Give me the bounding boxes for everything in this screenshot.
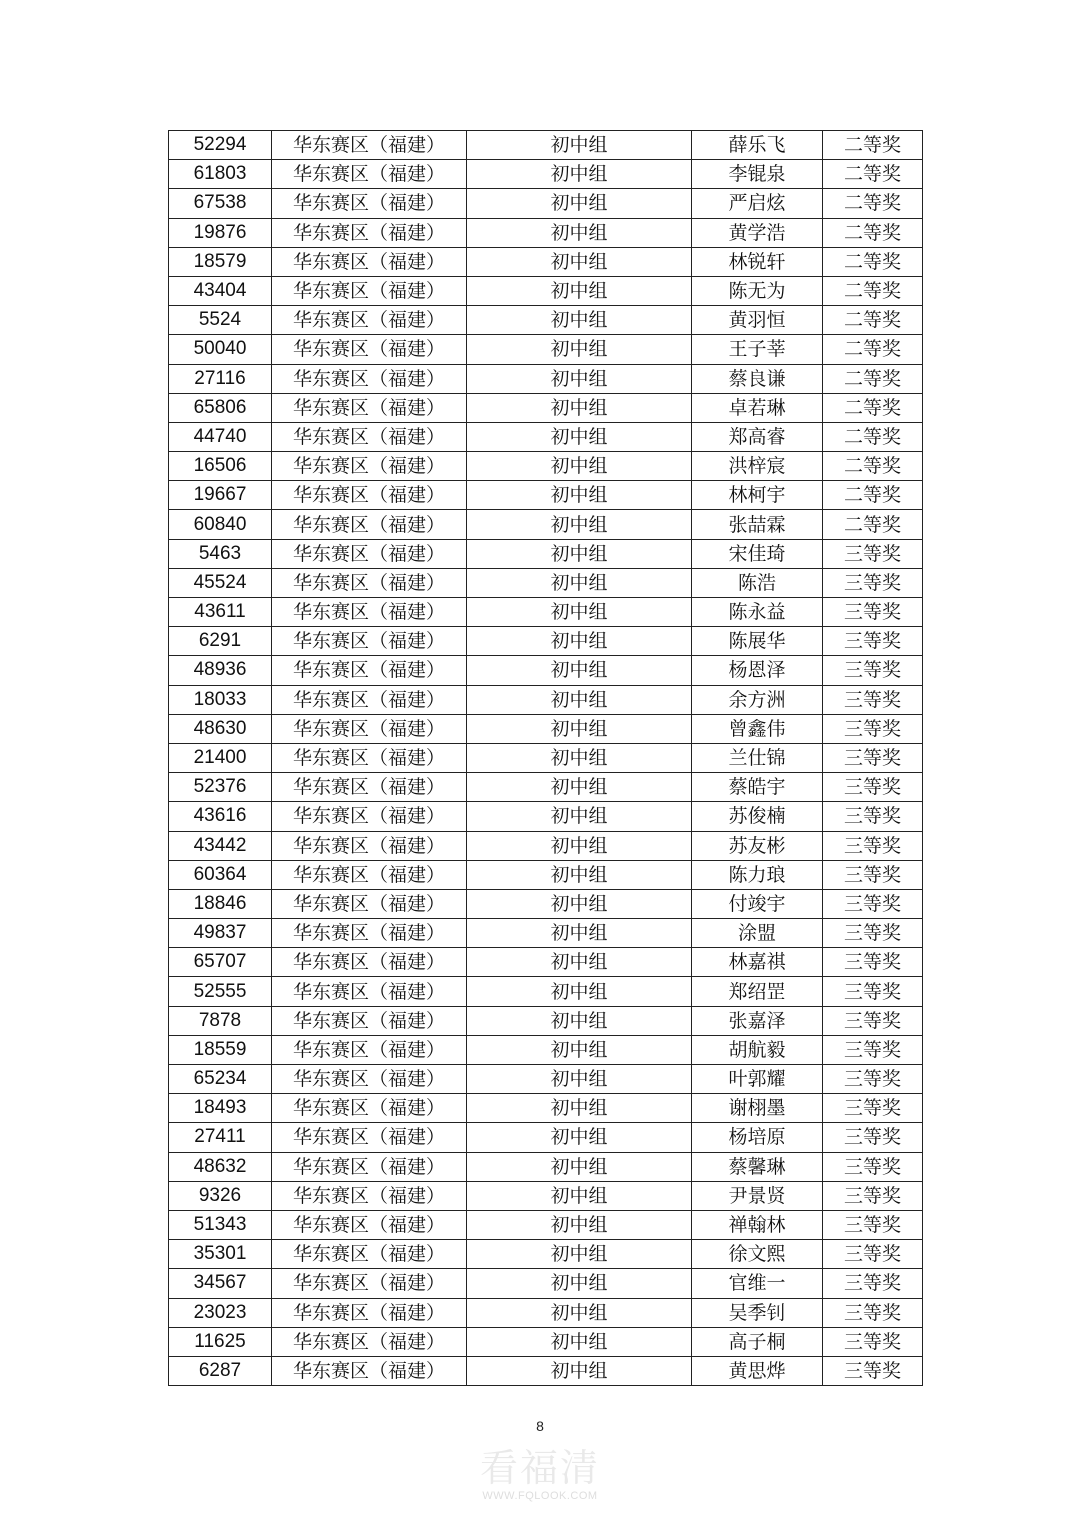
cell-id: 43611: [169, 598, 272, 627]
cell-name: 苏友彬: [692, 831, 823, 860]
cell-name: 曾鑫伟: [692, 714, 823, 743]
cell-group: 初中组: [467, 860, 692, 889]
table-row: [169, 1240, 923, 1269]
cell-region: 华东赛区（福建）: [272, 568, 467, 597]
cell-group: 初中组: [467, 510, 692, 539]
table-row: [169, 860, 923, 889]
cell-award: 三等奖: [823, 773, 923, 802]
cell-award: 二等奖: [823, 276, 923, 305]
cell-award: 三等奖: [823, 685, 923, 714]
cell-name: 黄思烨: [692, 1356, 823, 1385]
table-row: [169, 481, 923, 510]
cell-region: 华东赛区（福建）: [272, 1298, 467, 1327]
cell-group: 初中组: [467, 831, 692, 860]
cell-award: 三等奖: [823, 977, 923, 1006]
cell-award: 三等奖: [823, 539, 923, 568]
watermark-url: WWW.FQLOOK.COM: [482, 1490, 598, 1502]
watermark-logo: [470, 1446, 610, 1502]
cell-id: 23023: [169, 1298, 272, 1327]
cell-region: 华东赛区（福建）: [272, 1240, 467, 1269]
cell-group: 初中组: [467, 948, 692, 977]
cell-region: 华东赛区（福建）: [272, 1356, 467, 1385]
table-row: [169, 1006, 923, 1035]
cell-group: 初中组: [467, 1181, 692, 1210]
cell-group: 初中组: [467, 1152, 692, 1181]
cell-id: 60840: [169, 510, 272, 539]
cell-region: 华东赛区（福建）: [272, 510, 467, 539]
cell-award: 二等奖: [823, 393, 923, 422]
cell-award: 二等奖: [823, 335, 923, 364]
cell-name: 李锟泉: [692, 160, 823, 189]
cell-region: 华东赛区（福建）: [272, 481, 467, 510]
cell-group: 初中组: [467, 1269, 692, 1298]
cell-region: 华东赛区（福建）: [272, 1181, 467, 1210]
cell-id: 44740: [169, 422, 272, 451]
cell-id: 61803: [169, 160, 272, 189]
cell-award: 二等奖: [823, 160, 923, 189]
cell-award: 三等奖: [823, 1123, 923, 1152]
table-row: [169, 831, 923, 860]
cell-group: 初中组: [467, 598, 692, 627]
cell-group: 初中组: [467, 131, 692, 160]
cell-region: 华东赛区（福建）: [272, 948, 467, 977]
table-row: [169, 948, 923, 977]
cell-region: 华东赛区（福建）: [272, 189, 467, 218]
cell-group: 初中组: [467, 568, 692, 597]
cell-id: 18559: [169, 1035, 272, 1064]
cell-group: 初中组: [467, 889, 692, 918]
cell-id: 35301: [169, 1240, 272, 1269]
cell-name: 林柯宇: [692, 481, 823, 510]
cell-name: 黄羽恒: [692, 306, 823, 335]
cell-region: 华东赛区（福建）: [272, 1035, 467, 1064]
cell-region: 华东赛区（福建）: [272, 919, 467, 948]
cell-region: 华东赛区（福建）: [272, 393, 467, 422]
cell-region: 华东赛区（福建）: [272, 131, 467, 160]
cell-award: 三等奖: [823, 831, 923, 860]
table-row: [169, 656, 923, 685]
cell-award: 三等奖: [823, 568, 923, 597]
cell-region: 华东赛区（福建）: [272, 422, 467, 451]
cell-group: 初中组: [467, 627, 692, 656]
cell-id: 18493: [169, 1094, 272, 1123]
cell-region: 华东赛区（福建）: [272, 1065, 467, 1094]
cell-id: 43616: [169, 802, 272, 831]
table-row: [169, 743, 923, 772]
cell-name: 徐文熙: [692, 1240, 823, 1269]
table-row: [169, 247, 923, 276]
cell-name: 严启炫: [692, 189, 823, 218]
cell-name: 兰仕锦: [692, 743, 823, 772]
cell-id: 48630: [169, 714, 272, 743]
table-row: [169, 977, 923, 1006]
cell-region: 华东赛区（福建）: [272, 860, 467, 889]
cell-id: 5463: [169, 539, 272, 568]
cell-name: 宋佳琦: [692, 539, 823, 568]
cell-region: 华东赛区（福建）: [272, 977, 467, 1006]
table-row: [169, 364, 923, 393]
cell-region: 华东赛区（福建）: [272, 276, 467, 305]
cell-id: 65707: [169, 948, 272, 977]
table-row: [169, 627, 923, 656]
cell-id: 50040: [169, 335, 272, 364]
table-row: [169, 1181, 923, 1210]
cell-group: 初中组: [467, 539, 692, 568]
cell-name: 谢栩墨: [692, 1094, 823, 1123]
cell-id: 67538: [169, 189, 272, 218]
cell-region: 华东赛区（福建）: [272, 627, 467, 656]
cell-name: 杨培原: [692, 1123, 823, 1152]
cell-group: 初中组: [467, 306, 692, 335]
cell-id: 52376: [169, 773, 272, 802]
cell-group: 初中组: [467, 393, 692, 422]
cell-name: 蔡良谦: [692, 364, 823, 393]
cell-award: 三等奖: [823, 948, 923, 977]
cell-id: 45524: [169, 568, 272, 597]
cell-group: 初中组: [467, 919, 692, 948]
cell-award: 三等奖: [823, 627, 923, 656]
cell-name: 陈浩: [692, 568, 823, 597]
cell-name: 郑高睿: [692, 422, 823, 451]
cell-id: 18579: [169, 247, 272, 276]
cell-id: 51343: [169, 1210, 272, 1239]
cell-group: 初中组: [467, 276, 692, 305]
cell-name: 蔡馨琳: [692, 1152, 823, 1181]
table-row: [169, 335, 923, 364]
cell-award: 三等奖: [823, 1210, 923, 1239]
cell-group: 初中组: [467, 1210, 692, 1239]
table-row: [169, 1210, 923, 1239]
cell-group: 初中组: [467, 335, 692, 364]
table-row: [169, 1356, 923, 1385]
cell-group: 初中组: [467, 247, 692, 276]
table-row: [169, 802, 923, 831]
cell-name: 林锐轩: [692, 247, 823, 276]
cell-id: 19876: [169, 218, 272, 247]
page-number: 8: [536, 1418, 544, 1434]
cell-region: 华东赛区（福建）: [272, 306, 467, 335]
cell-name: 张嘉泽: [692, 1006, 823, 1035]
cell-name: 陈无为: [692, 276, 823, 305]
cell-name: 高子桐: [692, 1327, 823, 1356]
cell-region: 华东赛区（福建）: [272, 247, 467, 276]
cell-region: 华东赛区（福建）: [272, 685, 467, 714]
table-row: [169, 568, 923, 597]
cell-id: 6291: [169, 627, 272, 656]
cell-region: 华东赛区（福建）: [272, 1006, 467, 1035]
cell-id: 27411: [169, 1123, 272, 1152]
cell-name: 官维一: [692, 1269, 823, 1298]
cell-group: 初中组: [467, 1006, 692, 1035]
cell-group: 初中组: [467, 656, 692, 685]
cell-group: 初中组: [467, 685, 692, 714]
cell-award: 三等奖: [823, 1269, 923, 1298]
cell-name: 余方洲: [692, 685, 823, 714]
cell-region: 华东赛区（福建）: [272, 364, 467, 393]
table-row: [169, 189, 923, 218]
table-row: [169, 773, 923, 802]
cell-award: 二等奖: [823, 510, 923, 539]
cell-award: 二等奖: [823, 218, 923, 247]
table-row: [169, 218, 923, 247]
cell-name: 苏俊楠: [692, 802, 823, 831]
cell-award: 三等奖: [823, 860, 923, 889]
cell-id: 34567: [169, 1269, 272, 1298]
cell-name: 付竣宇: [692, 889, 823, 918]
table-row: [169, 1123, 923, 1152]
cell-award: 三等奖: [823, 598, 923, 627]
table-row: [169, 1327, 923, 1356]
cell-award: 三等奖: [823, 1152, 923, 1181]
cell-id: 21400: [169, 743, 272, 772]
cell-id: 65234: [169, 1065, 272, 1094]
cell-name: 杨恩泽: [692, 656, 823, 685]
cell-name: 王子莘: [692, 335, 823, 364]
cell-region: 华东赛区（福建）: [272, 335, 467, 364]
cell-id: 18033: [169, 685, 272, 714]
cell-group: 初中组: [467, 189, 692, 218]
cell-id: 48632: [169, 1152, 272, 1181]
cell-id: 52294: [169, 131, 272, 160]
table-row: [169, 889, 923, 918]
cell-region: 华东赛区（福建）: [272, 1152, 467, 1181]
cell-name: 尹景贤: [692, 1181, 823, 1210]
cell-award: 二等奖: [823, 422, 923, 451]
cell-id: 9326: [169, 1181, 272, 1210]
table-row: [169, 510, 923, 539]
cell-award: 二等奖: [823, 364, 923, 393]
cell-award: 三等奖: [823, 656, 923, 685]
cell-name: 胡航毅: [692, 1035, 823, 1064]
cell-name: 洪梓宸: [692, 452, 823, 481]
table-row: [169, 598, 923, 627]
cell-region: 华东赛区（福建）: [272, 1094, 467, 1123]
cell-award: 二等奖: [823, 481, 923, 510]
cell-award: 三等奖: [823, 1035, 923, 1064]
cell-award: 二等奖: [823, 189, 923, 218]
cell-region: 华东赛区（福建）: [272, 714, 467, 743]
cell-name: 叶郭耀: [692, 1065, 823, 1094]
cell-region: 华东赛区（福建）: [272, 656, 467, 685]
table-row: [169, 276, 923, 305]
cell-group: 初中组: [467, 977, 692, 1006]
cell-region: 华东赛区（福建）: [272, 539, 467, 568]
cell-group: 初中组: [467, 1240, 692, 1269]
cell-region: 华东赛区（福建）: [272, 160, 467, 189]
table-row: [169, 393, 923, 422]
table-row: [169, 1094, 923, 1123]
cell-region: 华东赛区（福建）: [272, 802, 467, 831]
cell-id: 48936: [169, 656, 272, 685]
cell-award: 三等奖: [823, 802, 923, 831]
awards-table-body: [169, 131, 923, 1386]
cell-name: 陈永益: [692, 598, 823, 627]
cell-group: 初中组: [467, 1065, 692, 1094]
cell-name: 涂盟: [692, 919, 823, 948]
cell-id: 27116: [169, 364, 272, 393]
cell-name: 吴季钊: [692, 1298, 823, 1327]
cell-region: 华东赛区（福建）: [272, 743, 467, 772]
cell-group: 初中组: [467, 743, 692, 772]
cell-id: 6287: [169, 1356, 272, 1385]
cell-id: 11625: [169, 1327, 272, 1356]
cell-id: 43442: [169, 831, 272, 860]
cell-name: 林嘉祺: [692, 948, 823, 977]
table-row: [169, 131, 923, 160]
cell-id: 19667: [169, 481, 272, 510]
cell-name: 郑绍罡: [692, 977, 823, 1006]
table-row: [169, 539, 923, 568]
cell-id: 16506: [169, 452, 272, 481]
cell-id: 52555: [169, 977, 272, 1006]
cell-group: 初中组: [467, 364, 692, 393]
table-row: [169, 1152, 923, 1181]
cell-award: 三等奖: [823, 1006, 923, 1035]
cell-award: 二等奖: [823, 247, 923, 276]
table-row: [169, 1269, 923, 1298]
cell-id: 7878: [169, 1006, 272, 1035]
cell-award: 三等奖: [823, 1327, 923, 1356]
cell-group: 初中组: [467, 1094, 692, 1123]
cell-id: 60364: [169, 860, 272, 889]
cell-group: 初中组: [467, 481, 692, 510]
table-row: [169, 919, 923, 948]
cell-region: 华东赛区（福建）: [272, 889, 467, 918]
table-row: [169, 1298, 923, 1327]
cell-region: 华东赛区（福建）: [272, 1123, 467, 1152]
cell-id: 18846: [169, 889, 272, 918]
cell-group: 初中组: [467, 773, 692, 802]
cell-group: 初中组: [467, 1298, 692, 1327]
cell-name: 薛乐飞: [692, 131, 823, 160]
cell-name: 陈展华: [692, 627, 823, 656]
cell-region: 华东赛区（福建）: [272, 1269, 467, 1298]
table-row: [169, 160, 923, 189]
cell-region: 华东赛区（福建）: [272, 1210, 467, 1239]
cell-name: 黄学浩: [692, 218, 823, 247]
table-row: [169, 714, 923, 743]
table-row: [169, 306, 923, 335]
table-row: [169, 1065, 923, 1094]
cell-award: 三等奖: [823, 1298, 923, 1327]
cell-award: 二等奖: [823, 306, 923, 335]
cell-award: 三等奖: [823, 1240, 923, 1269]
cell-group: 初中组: [467, 714, 692, 743]
cell-group: 初中组: [467, 422, 692, 451]
cell-group: 初中组: [467, 452, 692, 481]
cell-region: 华东赛区（福建）: [272, 831, 467, 860]
table-row: [169, 452, 923, 481]
table-row: [169, 685, 923, 714]
cell-group: 初中组: [467, 218, 692, 247]
cell-region: 华东赛区（福建）: [272, 452, 467, 481]
cell-award: 三等奖: [823, 743, 923, 772]
cell-region: 华东赛区（福建）: [272, 773, 467, 802]
cell-group: 初中组: [467, 160, 692, 189]
watermark-logo-text: 看福清: [479, 1446, 600, 1490]
cell-award: 三等奖: [823, 1181, 923, 1210]
cell-name: 蔡皓宇: [692, 773, 823, 802]
cell-award: 二等奖: [823, 452, 923, 481]
cell-name: 陈力琅: [692, 860, 823, 889]
cell-name: 禅翰林: [692, 1210, 823, 1239]
cell-group: 初中组: [467, 1035, 692, 1064]
cell-group: 初中组: [467, 1356, 692, 1385]
awards-table: [168, 130, 923, 1386]
cell-award: 三等奖: [823, 919, 923, 948]
cell-region: 华东赛区（福建）: [272, 598, 467, 627]
cell-id: 43404: [169, 276, 272, 305]
table-row: [169, 422, 923, 451]
cell-name: 卓若琳: [692, 393, 823, 422]
cell-award: 三等奖: [823, 714, 923, 743]
cell-award: 三等奖: [823, 1356, 923, 1385]
cell-group: 初中组: [467, 1327, 692, 1356]
cell-award: 三等奖: [823, 1094, 923, 1123]
cell-award: 二等奖: [823, 131, 923, 160]
cell-id: 65806: [169, 393, 272, 422]
cell-group: 初中组: [467, 1123, 692, 1152]
cell-id: 5524: [169, 306, 272, 335]
table-row: [169, 1035, 923, 1064]
cell-name: 张喆霖: [692, 510, 823, 539]
cell-group: 初中组: [467, 802, 692, 831]
cell-region: 华东赛区（福建）: [272, 1327, 467, 1356]
cell-region: 华东赛区（福建）: [272, 218, 467, 247]
cell-id: 49837: [169, 919, 272, 948]
cell-award: 三等奖: [823, 1065, 923, 1094]
cell-award: 三等奖: [823, 889, 923, 918]
